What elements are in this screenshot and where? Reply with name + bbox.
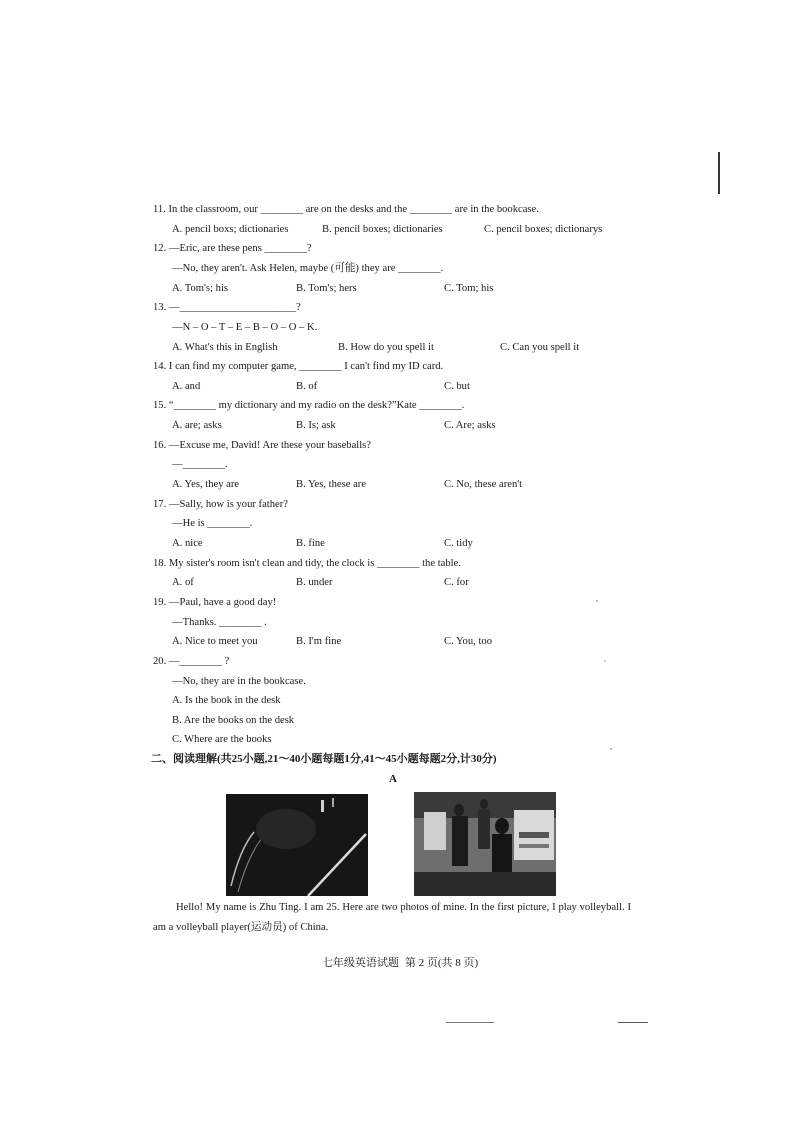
- passage-letter: A: [389, 772, 397, 785]
- option-c[interactable]: C. No, these aren't: [444, 479, 523, 491]
- option-c[interactable]: C. You, too: [444, 636, 492, 648]
- option-a[interactable]: A. Nice to meet you: [172, 636, 258, 648]
- question-20-stem: 20. —________ ?: [153, 655, 230, 667]
- question-17-answer-line: —He is ________.: [172, 518, 253, 530]
- photo-player-group-image: [414, 792, 556, 896]
- question-13-answer-line: —N – O – T – E – B – O – O – K.: [172, 321, 318, 333]
- question-20-answer-line: —No, they are in the bookcase.: [172, 675, 306, 687]
- option-b[interactable]: B. Tom's; hers: [296, 282, 357, 294]
- question-19-options: [153, 632, 633, 652]
- question-14-stem: 14. I can find my computer game, ________ I can't find my ID card.: [153, 361, 444, 373]
- page-footer: [0, 954, 794, 970]
- option-b[interactable]: B. How do you spell it: [338, 341, 434, 353]
- photo-volleyball-court: [226, 794, 368, 896]
- option-b[interactable]: B. fine: [296, 537, 325, 549]
- question-12-answer-line: —No, they aren't. Ask Helen, maybe (可能) they are ________.: [172, 262, 444, 274]
- question-17-options: [153, 534, 633, 554]
- footer-page-number: 第 2 页(共 8 页): [404, 957, 479, 969]
- option-a[interactable]: A. pencil boxs; dictionaries: [172, 223, 289, 235]
- option-b[interactable]: B. pencil boxes; dictionaries: [322, 223, 443, 235]
- question-15-options: [153, 416, 633, 436]
- question-17-stem: 17. —Sally, how is your father?: [153, 498, 288, 510]
- question-20-option-a[interactable]: A. Is the book in the desk: [172, 695, 281, 707]
- scan-mark: [718, 152, 720, 194]
- option-c[interactable]: C. pencil boxes; dictionarys: [484, 223, 603, 235]
- option-a[interactable]: A. What's this in English: [172, 341, 278, 353]
- option-b[interactable]: B. Is; ask: [296, 420, 336, 432]
- option-a[interactable]: A. and: [172, 380, 201, 392]
- scan-speck: [596, 600, 598, 602]
- question-13-options: [153, 338, 633, 358]
- question-11-stem: 11. In the classroom, our ________ are on the desks and the ________ are in the bookcase.: [153, 204, 539, 215]
- question-19-stem: 19. —Paul, have a good day!: [153, 596, 277, 608]
- question-19-answer-line: —Thanks. ________ .: [172, 616, 267, 628]
- option-a[interactable]: A. Yes, they are: [172, 479, 240, 491]
- question-15-stem: 15. “________ my dictionary and my radio on the desk?”Kate ________.: [153, 400, 465, 412]
- option-b[interactable]: B. under: [296, 577, 333, 589]
- scan-speck: [610, 748, 612, 750]
- passage-photos: [226, 794, 558, 896]
- question-14-options: [153, 377, 633, 397]
- option-c[interactable]: C. Can you spell it: [500, 341, 580, 353]
- question-16-stem: 16. —Excuse me, David! Are these your baseballs?: [153, 439, 371, 451]
- scan-speck: [604, 660, 606, 662]
- option-a[interactable]: A. of: [172, 577, 194, 589]
- question-11-options: [153, 220, 633, 240]
- question-18-stem: 18. My sister's room isn't clean and tidy, the clock is ________ the table.: [153, 557, 461, 569]
- option-b[interactable]: B. I'm fine: [296, 636, 342, 648]
- passage-text: Hello! My name is Zhu Ting. I am 25. Here are two photos of mine. In the first picture, I play volleyball. I am a volleyball player(运动员) of China.: [153, 902, 631, 933]
- option-a[interactable]: A. Tom's; his: [172, 282, 229, 294]
- option-c[interactable]: C. Are; asks: [444, 420, 496, 432]
- section-title-reading: 二、阅读理解(共25小题,21～40小题每题1分,41～45小题每题2分,计30分): [151, 753, 497, 766]
- option-a[interactable]: A. nice: [172, 537, 203, 549]
- option-c[interactable]: C. Tom; his: [444, 282, 494, 294]
- footer-subject: 七年级英语试题: [321, 957, 399, 969]
- question-12-options: [153, 279, 633, 299]
- question-13-stem: 13. —______________________?: [153, 302, 301, 314]
- option-c[interactable]: C. but: [444, 380, 470, 392]
- photo-volleyball-court-image: [226, 794, 368, 896]
- option-c[interactable]: C. tidy: [444, 537, 473, 549]
- question-12-stem: 12. —Eric, are these pens ________?: [153, 243, 312, 255]
- scan-line: [618, 1022, 648, 1023]
- option-b[interactable]: B. Yes, these are: [296, 479, 367, 491]
- question-16-options: [153, 475, 633, 495]
- question-18-options: [153, 573, 633, 593]
- option-c[interactable]: C. for: [444, 577, 469, 589]
- photo-player-group: [414, 792, 556, 896]
- option-b[interactable]: B. of: [296, 380, 318, 392]
- question-16-answer-line: —________.: [172, 459, 228, 471]
- scan-line: [446, 1022, 494, 1023]
- questions-block: [153, 200, 633, 789]
- question-20-option-b[interactable]: B. Are the books on the desk: [172, 714, 295, 726]
- option-a[interactable]: A. are; asks: [172, 420, 222, 432]
- question-20-option-c[interactable]: C. Where are the books: [172, 734, 272, 746]
